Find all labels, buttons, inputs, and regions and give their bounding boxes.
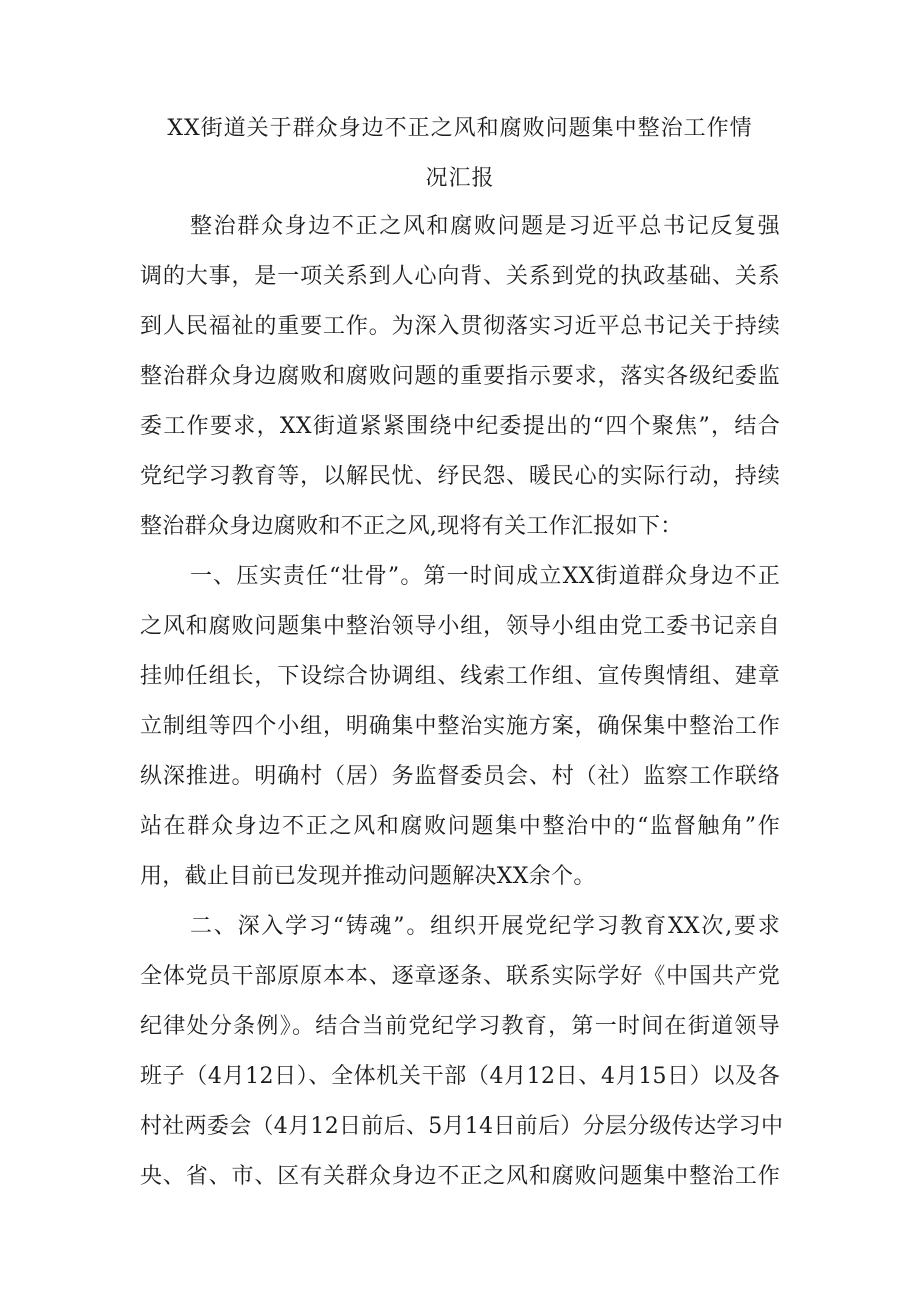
paragraph-line: 央、省、市、区有关群众身边不正之风和腐败问题集中整治工作 bbox=[140, 1164, 780, 1189]
paragraph-line: 纵深推进。明确村（居）务监督委员会、村（社）监察工作联络 bbox=[140, 764, 780, 789]
paragraph-line: 二、深入学习“铸魂”。组织开展党纪学习教育XX次,要求 bbox=[190, 914, 780, 939]
paragraph-line: 整治群众身边腐败和不正之风,现将有关工作汇报如下： bbox=[140, 514, 683, 539]
paragraph-line: 村社两委会（4月12日前后、5月14日前后）分层分级传达学习中 bbox=[140, 1114, 784, 1139]
document-title-line-1: XX街道关于群众身边不正之风和腐败问题集中整治工作情 bbox=[167, 116, 753, 141]
document-title-line-2: 况汇报 bbox=[425, 166, 495, 191]
paragraph-line: 站在群众身边不正之风和腐败问题集中整治中的“监督触角”作 bbox=[140, 814, 780, 839]
paragraph-line: 纪律处分条例》。结合当前党纪学习教育，第一时间在街道领导 bbox=[140, 1014, 780, 1039]
paragraph-line: 立制组等四个小组，明确集中整治实施方案，确保集中整治工作 bbox=[140, 714, 780, 739]
paragraph-line: 委工作要求，XX街道紧紧围绕中纪委提出的“四个聚焦”，结合 bbox=[140, 414, 780, 439]
paragraph-line: 班子（4月12日）、全体机关干部（4月12日、4月15日）以及各 bbox=[140, 1064, 780, 1089]
paragraph-line: 党纪学习教育等，以解民忧、纾民怨、暖民心的实际行动，持续 bbox=[140, 464, 780, 489]
paragraph-line: 挂帅任组长，下设综合协调组、线索工作组、宣传舆情组、建章 bbox=[140, 664, 780, 689]
paragraph-line: 调的大事，是一项关系到人心向背、关系到党的执政基础、关系 bbox=[140, 264, 780, 289]
paragraph-line: 用，截止目前已发现并推动问题解决XX余个。 bbox=[140, 864, 596, 889]
paragraph-line: 整治群众身边不正之风和腐败问题是习近平总书记反复强 bbox=[190, 214, 780, 239]
paragraph-line: 一、压实责任“壮骨”。第一时间成立XX街道群众身边不正 bbox=[190, 564, 780, 589]
paragraph-line: 到人民福祉的重要工作。为深入贯彻落实习近平总书记关于持续 bbox=[140, 314, 780, 339]
paragraph-line: 整治群众身边腐败和腐败问题的重要指示要求，落实各级纪委监 bbox=[140, 364, 780, 389]
paragraph-line: 全体党员干部原原本本、逐章逐条、联系实际学好《中国共产党 bbox=[140, 964, 780, 989]
paragraph-line: 之风和腐败问题集中整治领导小组，领导小组由党工委书记亲自 bbox=[140, 614, 780, 639]
